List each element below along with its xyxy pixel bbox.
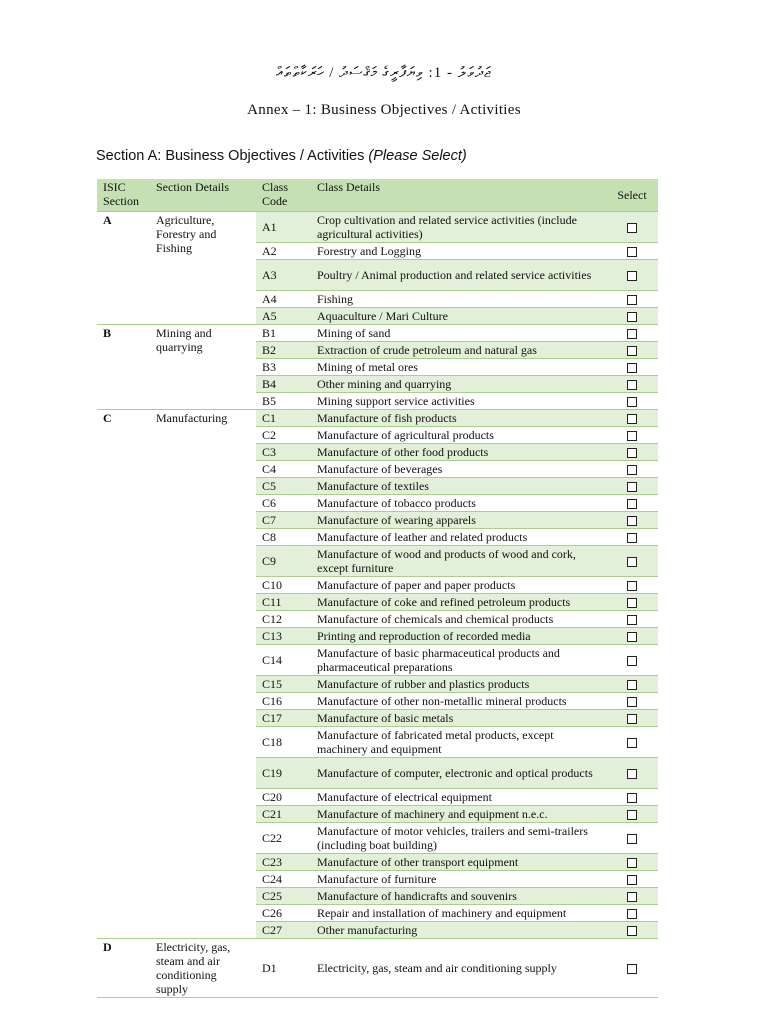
class-code-cell: C20 xyxy=(256,789,311,806)
select-cell xyxy=(606,427,658,444)
checkbox-empty-icon[interactable] xyxy=(627,810,637,820)
table-row xyxy=(97,325,658,342)
class-code-cell: C13 xyxy=(256,628,311,645)
checkbox-empty-icon[interactable] xyxy=(627,223,637,233)
checkbox-empty-icon[interactable] xyxy=(627,598,637,608)
select-cell xyxy=(606,806,658,823)
select-cell xyxy=(606,693,658,710)
checkbox-empty-icon[interactable] xyxy=(627,312,637,322)
select-cell xyxy=(606,529,658,546)
checkbox-empty-icon[interactable] xyxy=(627,680,637,690)
class-details-cell: Manufacture of basic pharmaceutical products and pharmaceutical preparations xyxy=(311,645,606,676)
select-cell xyxy=(606,905,658,922)
checkbox-empty-icon[interactable] xyxy=(627,397,637,407)
checkbox-empty-icon[interactable] xyxy=(627,892,637,902)
section-details-cell: Agriculture, Forestry and Fishing xyxy=(150,212,256,325)
isic-section-cell: A xyxy=(97,212,150,325)
isic-section-cell: C xyxy=(97,410,150,939)
select-cell xyxy=(606,260,658,291)
checkbox-empty-icon[interactable] xyxy=(627,431,637,441)
header-select: Select xyxy=(606,179,658,212)
checkbox-empty-icon[interactable] xyxy=(627,926,637,936)
checkbox-empty-icon[interactable] xyxy=(627,516,637,526)
checkbox-empty-icon[interactable] xyxy=(627,632,637,642)
select-cell xyxy=(606,495,658,512)
class-code-cell: C10 xyxy=(256,577,311,594)
class-code-cell: A5 xyxy=(256,308,311,325)
select-cell xyxy=(606,645,658,676)
class-details-cell: Manufacture of wood and products of wood and cork, except furniture xyxy=(311,546,606,577)
class-details-cell: Fishing xyxy=(311,291,606,308)
class-code-cell: C25 xyxy=(256,888,311,905)
section-heading-text: Section A: Business Objectives / Activities xyxy=(96,148,369,164)
class-details-cell: Manufacture of chemicals and chemical products xyxy=(311,611,606,628)
header-class-code: Class Code xyxy=(256,179,311,212)
class-code-cell: A3 xyxy=(256,260,311,291)
checkbox-empty-icon[interactable] xyxy=(627,499,637,509)
select-cell xyxy=(606,359,658,376)
class-details-cell: Electricity, gas, steam and air conditioning supply xyxy=(311,939,606,998)
class-code-cell: C16 xyxy=(256,693,311,710)
class-code-cell: C6 xyxy=(256,495,311,512)
select-cell xyxy=(606,325,658,342)
select-cell xyxy=(606,444,658,461)
class-code-cell: C14 xyxy=(256,645,311,676)
select-cell xyxy=(606,461,658,478)
select-cell xyxy=(606,676,658,693)
class-code-cell: D1 xyxy=(256,939,311,998)
select-cell xyxy=(606,308,658,325)
checkbox-empty-icon[interactable] xyxy=(627,346,637,356)
table-row xyxy=(97,939,658,998)
select-cell xyxy=(606,939,658,998)
class-code-cell: C8 xyxy=(256,529,311,546)
isic-section-cell: B xyxy=(97,325,150,410)
class-code-cell: C21 xyxy=(256,806,311,823)
class-details-cell: Repair and installation of machinery and equipment xyxy=(311,905,606,922)
checkbox-empty-icon[interactable] xyxy=(627,964,637,974)
class-code-cell: B1 xyxy=(256,325,311,342)
table-row xyxy=(97,410,658,427)
class-code-cell: C17 xyxy=(256,710,311,727)
class-code-cell: C26 xyxy=(256,905,311,922)
class-code-cell: C3 xyxy=(256,444,311,461)
class-code-cell: C27 xyxy=(256,922,311,939)
class-code-cell: C4 xyxy=(256,461,311,478)
checkbox-empty-icon[interactable] xyxy=(627,295,637,305)
checkbox-empty-icon[interactable] xyxy=(627,329,637,339)
checkbox-empty-icon[interactable] xyxy=(627,482,637,492)
checkbox-empty-icon[interactable] xyxy=(627,414,637,424)
class-details-cell: Mining of sand xyxy=(311,325,606,342)
class-details-cell: Manufacture of agricultural products xyxy=(311,427,606,444)
select-cell xyxy=(606,478,658,495)
class-code-cell: B4 xyxy=(256,376,311,393)
header-section-details: Section Details xyxy=(150,179,256,212)
isic-section-cell: D xyxy=(97,939,150,998)
class-details-cell: Extraction of crude petroleum and natural gas xyxy=(311,342,606,359)
class-code-cell: C11 xyxy=(256,594,311,611)
select-cell xyxy=(606,823,658,854)
class-details-cell: Mining support service activities xyxy=(311,393,606,410)
class-details-cell: Manufacture of other transport equipment xyxy=(311,854,606,871)
select-cell xyxy=(606,854,658,871)
class-code-cell: C22 xyxy=(256,823,311,854)
checkbox-empty-icon[interactable] xyxy=(627,363,637,373)
section-details-cell: Manufacturing xyxy=(150,410,256,939)
class-details-cell: Manufacture of fabricated metal products, except machinery and equipment xyxy=(311,727,606,758)
checkbox-empty-icon[interactable] xyxy=(627,557,637,567)
class-details-cell: Manufacture of textiles xyxy=(311,478,606,495)
checkbox-empty-icon[interactable] xyxy=(627,465,637,475)
select-cell xyxy=(606,871,658,888)
select-cell xyxy=(606,393,658,410)
class-details-cell: Manufacture of beverages xyxy=(311,461,606,478)
class-details-cell: Manufacture of handicrafts and souvenirs xyxy=(311,888,606,905)
checkbox-empty-icon[interactable] xyxy=(627,909,637,919)
table-row xyxy=(97,212,658,243)
checkbox-empty-icon[interactable] xyxy=(627,714,637,724)
select-cell xyxy=(606,922,658,939)
section-details-cell: Mining and quarrying xyxy=(150,325,256,410)
checkbox-empty-icon[interactable] xyxy=(627,271,637,281)
checkbox-empty-icon[interactable] xyxy=(627,448,637,458)
class-details-cell: Manufacture of paper and paper products xyxy=(311,577,606,594)
section-details-cell: Electricity, gas, steam and air conditioning supply xyxy=(150,939,256,998)
class-code-cell: C19 xyxy=(256,758,311,789)
section-heading xyxy=(96,148,467,164)
select-cell xyxy=(606,376,658,393)
class-code-cell: A4 xyxy=(256,291,311,308)
class-details-cell: Manufacture of rubber and plastics products xyxy=(311,676,606,693)
class-details-cell: Manufacture of computer, electronic and optical products xyxy=(311,758,606,789)
checkbox-empty-icon[interactable] xyxy=(627,380,637,390)
class-details-cell: Manufacture of fish products xyxy=(311,410,606,427)
class-details-cell: Manufacture of wearing apparels xyxy=(311,512,606,529)
checkbox-empty-icon[interactable] xyxy=(627,875,637,885)
checkbox-empty-icon[interactable] xyxy=(627,615,637,625)
class-details-cell: Manufacture of motor vehicles, trailers and semi-trailers (including boat building) xyxy=(311,823,606,854)
class-code-cell: C18 xyxy=(256,727,311,758)
select-cell xyxy=(606,710,658,727)
class-code-cell: A1 xyxy=(256,212,311,243)
class-details-cell: Manufacture of leather and related products xyxy=(311,529,606,546)
class-details-cell: Printing and reproduction of recorded media xyxy=(311,628,606,645)
class-details-cell: Manufacture of machinery and equipment n.e.c. xyxy=(311,806,606,823)
class-code-cell: C23 xyxy=(256,854,311,871)
checkbox-empty-icon[interactable] xyxy=(627,834,637,844)
select-cell xyxy=(606,410,658,427)
select-cell xyxy=(606,243,658,260)
select-cell xyxy=(606,758,658,789)
checkbox-empty-icon[interactable] xyxy=(627,697,637,707)
checkbox-empty-icon[interactable] xyxy=(627,247,637,257)
select-cell xyxy=(606,546,658,577)
checkbox-empty-icon[interactable] xyxy=(627,581,637,591)
select-cell xyxy=(606,888,658,905)
class-details-cell: Aquaculture / Mari Culture xyxy=(311,308,606,325)
select-cell xyxy=(606,342,658,359)
class-code-cell: C5 xyxy=(256,478,311,495)
class-details-cell: Mining of metal ores xyxy=(311,359,606,376)
checkbox-empty-icon[interactable] xyxy=(627,738,637,748)
checkbox-empty-icon[interactable] xyxy=(627,533,637,543)
class-code-cell: C7 xyxy=(256,512,311,529)
activities-table xyxy=(97,179,658,998)
class-code-cell: B5 xyxy=(256,393,311,410)
class-code-cell: B3 xyxy=(256,359,311,376)
checkbox-empty-icon[interactable] xyxy=(627,769,637,779)
class-code-cell: C1 xyxy=(256,410,311,427)
select-cell xyxy=(606,291,658,308)
table-body xyxy=(97,212,658,998)
section-heading-note: (Please Select) xyxy=(368,148,467,164)
class-code-cell: C9 xyxy=(256,546,311,577)
select-cell xyxy=(606,611,658,628)
class-code-cell: C12 xyxy=(256,611,311,628)
class-details-cell: Manufacture of electrical equipment xyxy=(311,789,606,806)
class-details-cell: Crop cultivation and related service activities (include agricultural activities) xyxy=(311,212,606,243)
class-code-cell: C15 xyxy=(256,676,311,693)
class-details-cell: Manufacture of other food products xyxy=(311,444,606,461)
header-class-details: Class Details xyxy=(311,179,606,212)
select-cell xyxy=(606,789,658,806)
checkbox-empty-icon[interactable] xyxy=(627,858,637,868)
class-code-cell: A2 xyxy=(256,243,311,260)
class-details-cell: Manufacture of furniture xyxy=(311,871,606,888)
class-details-cell: Other manufacturing xyxy=(311,922,606,939)
class-details-cell: Forestry and Logging xyxy=(311,243,606,260)
class-code-cell: C2 xyxy=(256,427,311,444)
class-details-cell: Manufacture of basic metals xyxy=(311,710,606,727)
class-details-cell: Manufacture of tobacco products xyxy=(311,495,606,512)
class-details-cell: Poultry / Animal production and related service activities xyxy=(311,260,606,291)
class-code-cell: B2 xyxy=(256,342,311,359)
checkbox-empty-icon[interactable] xyxy=(627,793,637,803)
select-cell xyxy=(606,727,658,758)
select-cell xyxy=(606,512,658,529)
class-code-cell: C24 xyxy=(256,871,311,888)
class-details-cell: Other mining and quarrying xyxy=(311,376,606,393)
header-isic-section: ISIC Section xyxy=(97,179,150,212)
annex-title: Annex – 1: Business Objectives / Activities xyxy=(247,102,521,118)
table-header-row xyxy=(97,179,658,212)
select-cell xyxy=(606,628,658,645)
checkbox-empty-icon[interactable] xyxy=(627,656,637,666)
select-cell xyxy=(606,212,658,243)
class-details-cell: Manufacture of other non-metallic mineral products xyxy=(311,693,606,710)
select-cell xyxy=(606,594,658,611)
class-details-cell: Manufacture of coke and refined petroleum products xyxy=(311,594,606,611)
dhivehi-title: ޖަދުވަލު - 1: ވިޔަފާރީގެ މަޤްސަދު / ހަރަކާތްތައް xyxy=(276,65,492,81)
select-cell xyxy=(606,577,658,594)
